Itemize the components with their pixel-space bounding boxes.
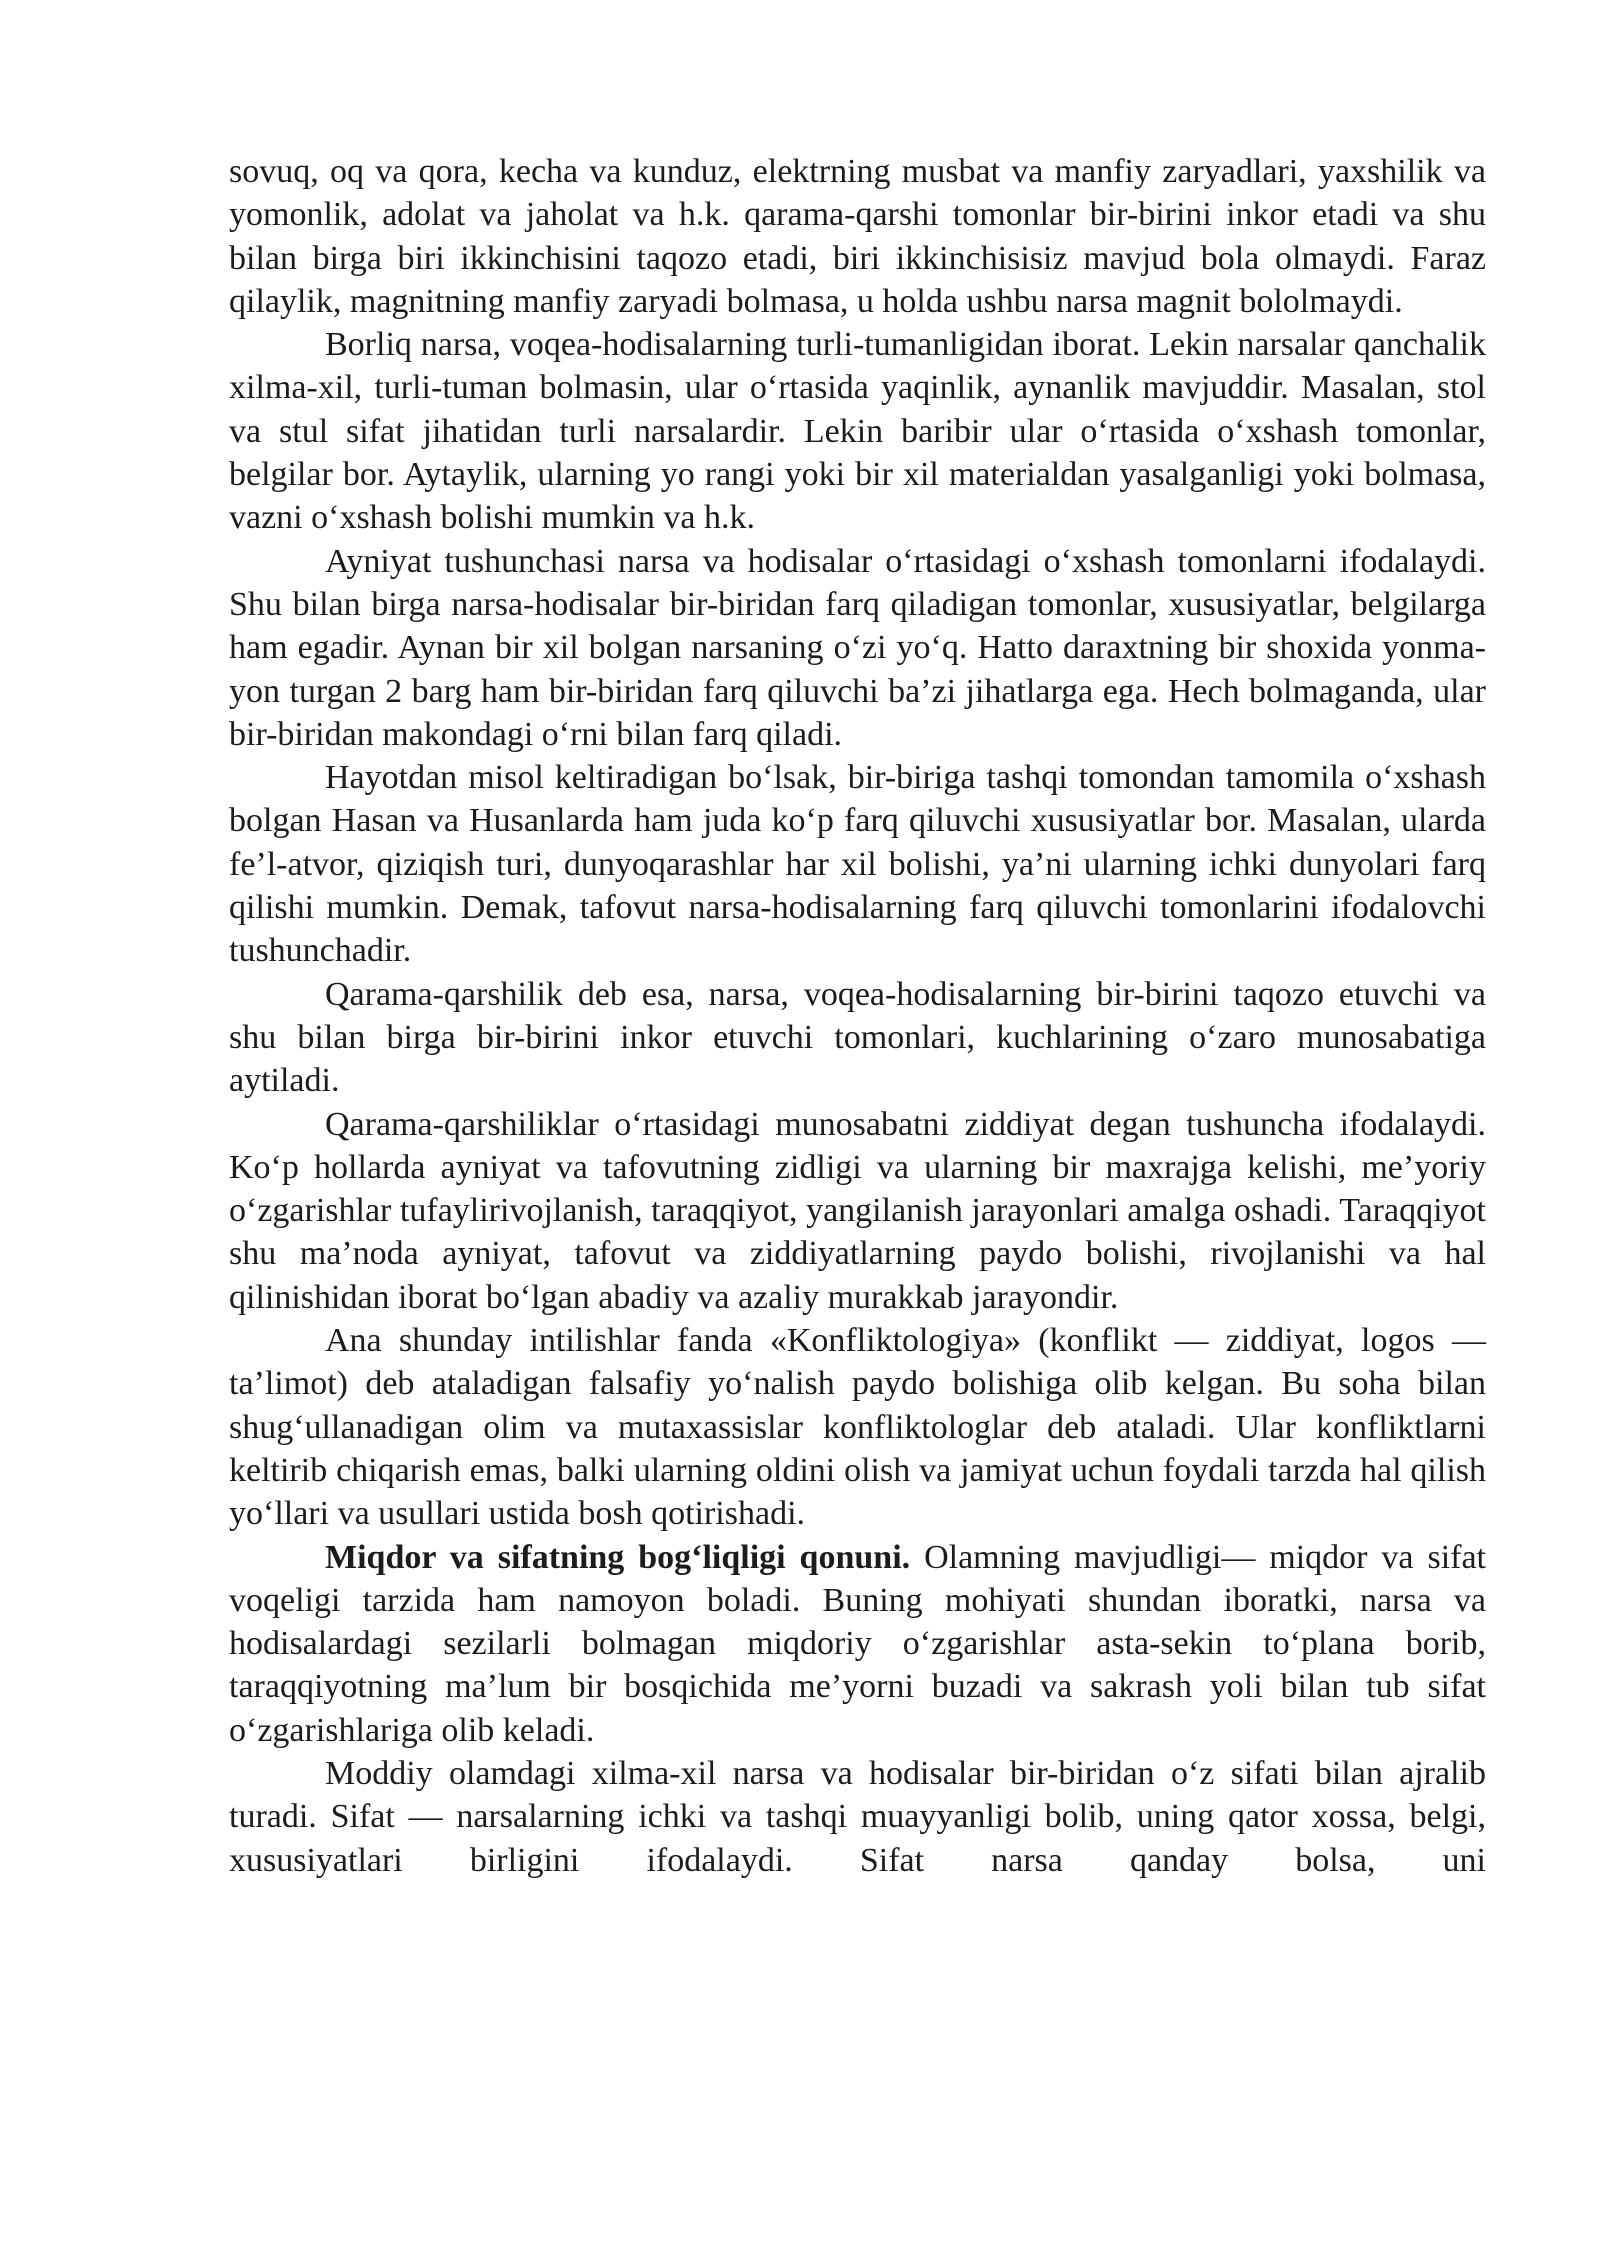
paragraph-2: Borliq narsa, voqea-hodisalarning turli-tumanligidan iborat. Lekin narsalar qanchalik xilma-xil, turli-tuman bolmasin, ular o‘rtasida yaqinlik, aynanlik mavjuddir. Masalan, stol va stul sifat jihatidan turli narsalardir. Lekin baribir ular o‘rtasida o‘xshash tomonlar, belgilar bor. Aytaylik, ularning yo rangi yoki bir xil materialdan yasalganligi yoki bolmasa, vazni o‘xshash bolishi mumkin va h.k. (229, 326, 1486, 537)
paragraph-1: sovuq, oq va qora, kecha va kunduz, elektrning musbat va manfiy zaryadlari, yaxshilik va yomonlik, adolat va jaholat va h.k. qarama-qarshi tomonlar bir-birini inkor etadi va shu bilan birga biri ikkinchisini taqozo etadi, biri ikkinchisisiz mavjud bola olmaydi. Faraz qilaylik, magnitning manfiy zaryadi bolmasa, u holda ushbu narsa magnit bololmaydi. (229, 153, 1486, 320)
paragraph-8 (229, 1536, 1486, 1752)
paragraph-9: Moddiy olamdagi xilma-xil narsa va hodisalar bir-biridan o‘z sifati bilan ajralib turadi. Sifat — narsalarning ichki va tashqi muayyanligi bolib, uning qator xossa, belgi, xususiyatlari birligini ifodalaydi. Sifat narsa qanday bolsa, uni (229, 1754, 1486, 1879)
paragraph-8-body: Olamning mavjudligi— miqdor va sifat voqeligi tarzida ham namoyon boladi. Buning mohiyati shundan iboratki, narsa va hodisalardagi sezilarli bolmagan miqdoriy o‘zgarishlar asta-sekin to‘plana borib, taraqqiyotning ma’lum bir bosqichida me’yorni buzadi va sakrash yoli bilan tub sifat o‘zgarishlariga olib keladi. (229, 1538, 1486, 1749)
paragraph-7: Ana shunday intilishlar fanda «Konfliktologiya» (konflikt — ziddiyat, logos — ta’limot) deb ataladigan falsafiy yo‘nalish paydo bolishiga olib kelgan. Bu soha bilan shug‘ullanadigan olim va mutaxassislar konfliktologlar deb ataladi. Ular konfliktlarni keltirib chiqarish emas, balki ularning oldini olish va jamiyat uchun foydali tarzda hal qilish yo‘llari va usullari ustida bosh qotirishadi. (229, 1322, 1486, 1533)
paragraph-3: Ayniyat tushunchasi narsa va hodisalar o‘rtasidagi o‘xshash tomonlarni ifodalaydi. Shu bilan birga narsa-hodisalar bir-biridan farq qiladigan tomonlar, xususiyatlar, belgilarga ham egadir. Aynan bir xil bolgan narsaning o‘zi yo‘q. Hatto daraxtning bir shoxida yonma-yon turgan 2 barg ham bir-biridan farq qiluvchi ba’zi jihatlarga ega. Hech bolmaganda, ular bir-biridan makondagi o‘rni bilan farq qiladi. (229, 542, 1486, 753)
law-heading: Miqdor va sifatning bog‘liqligi qonuni. (325, 1538, 911, 1576)
paragraph-5: Qarama-qarshilik deb esa, narsa, voqea-hodisalarning bir-birini taqozo etuvchi va shu bilan birga bir-birini inkor etuvchi tomonlari, kuchlarining o‘zaro munosabatiga aytiladi. (229, 975, 1486, 1100)
paragraph-6: Qarama-qarshiliklar o‘rtasidagi munosabatni ziddiyat degan tushuncha ifodalaydi. Ko‘p hollarda ayniyat va tafovutning zidligi va ularning bir maxrajga kelishi, me’yoriy o‘zgarishlar tufaylirivojlanish, taraqqiyot, yangilanish jarayonlari amalga oshadi. Taraqqiyot shu ma’noda ayniyat, tafovut va ziddiyatlarning paydo bolishi, rivojlanishi va hal qilinishidan iborat bo‘lgan abadiy va azaliy murakkab jarayondir. (229, 1105, 1486, 1316)
document-page (229, 150, 1486, 1882)
paragraph-4: Hayotdan misol keltiradigan bo‘lsak, bir-biriga tashqi tomondan tamomila o‘xshash bolgan Hasan va Husanlarda ham juda ko‘p farq qiluvchi xususiyatlar bor. Masalan, ularda fe’l-atvor, qiziqish turi, dunyoqarashlar har xil bolishi, ya’ni ularning ichki dunyolari farq qilishi mumkin. Demak, tafovut narsa-hodisalarning farq qiluvchi tomonlarini ifodalovchi tushunchadir. (229, 759, 1486, 970)
